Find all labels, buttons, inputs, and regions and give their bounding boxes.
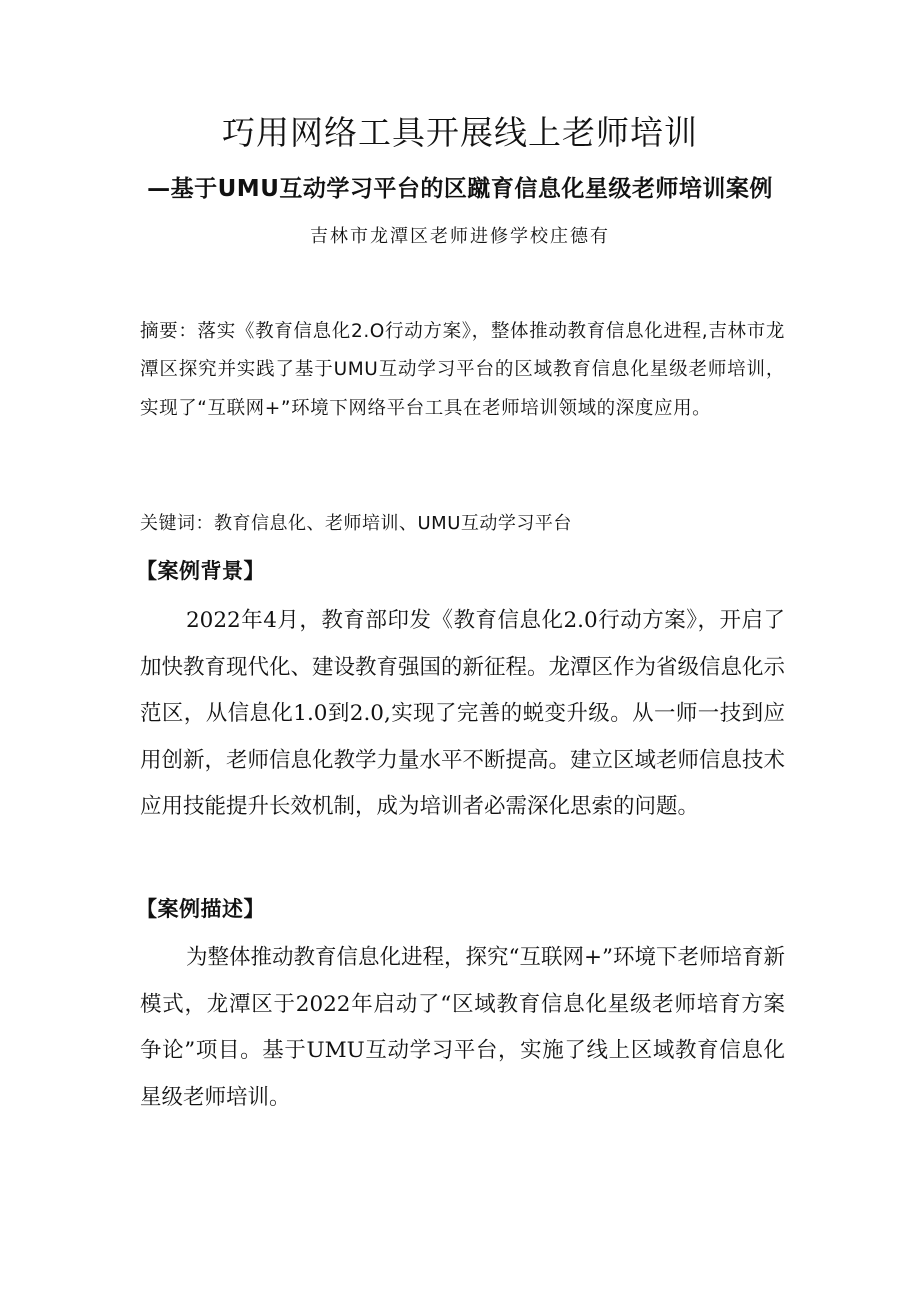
section-heading-background: 【案例背景】 <box>136 559 265 583</box>
section-heading-description: 【案例描述】 <box>136 897 265 921</box>
document-title: 巧用网络工具开展线上老师培训 <box>222 113 698 152</box>
document-subtitle: —基于UMU互动学习平台的区蹴育信息化星级老师培训案例 <box>147 176 773 202</box>
section-body-description: 为整体推动教育信息化进程，探究“互联网+”环境下老师培育新模式，龙潭区于2022年启动了“区域教育信息化星级老师培育方案争论”项目。基于UMU互动学习平台，实施了线上区域教育信息化星级老师培训。 <box>140 945 786 1110</box>
document-author: 吉林市龙潭区老师进修学校庄德有 <box>310 226 610 247</box>
abstract-paragraph: 摘要：落实《教育信息化2.O行动方案》，整体推动教育信息化进程,吉林市龙潭区探究并实践了基于UMU互动学习平台的区域教育信息化星级老师培训，实现了“互联网+”环境下网络平台工具在老师培训领域的深度应用。 <box>140 321 785 419</box>
keywords-line: 关键词：教育信息化、老师培训、UMU互动学习平台 <box>140 513 572 534</box>
section-body-background: 2022年4月，教育部印发《教育信息化2.0行动方案》，开启了加快教育现代化、建设教育强国的新征程。龙潭区作为省级信息化示范区，从信息化1.0到2.0,实现了完善的蜕变升级。从一师一技到应用创新，老师信息化教学力量水平不断提高。建立区域老师信息技术应用技能提升长效机制，成为培训者必需深化思索的问题。 <box>140 608 786 819</box>
